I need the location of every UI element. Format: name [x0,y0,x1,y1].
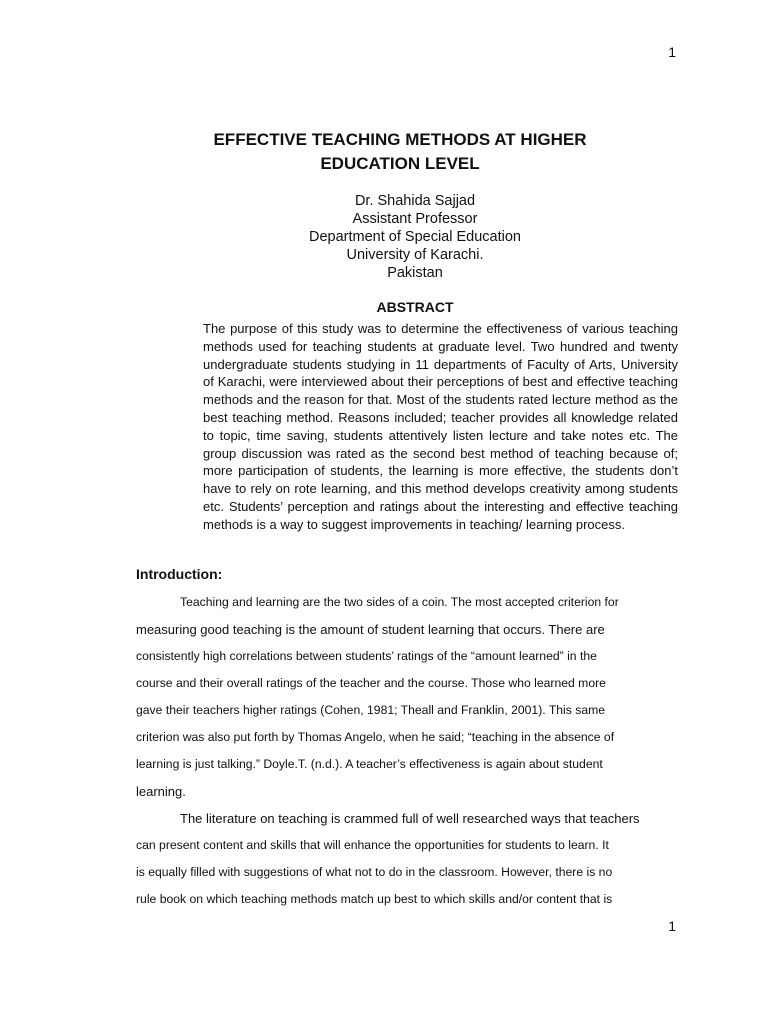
body-line: measuring good teaching is the amount of student learning that occurs. There are [136,622,605,637]
page-number-header: 1 [668,44,676,60]
body-line: The literature on teaching is crammed full of well researched ways that teachers [180,811,640,826]
body-line: consistently high correlations between students’ ratings of the “amount learned” in the [136,649,597,663]
author-name: Dr. Shahida Sajjad [354,193,476,209]
body-line: is equally filled with suggestions of what not to do in the classroom. However, there is no [136,865,613,879]
introduction-heading: Introduction: [136,566,223,582]
body-line: criterion was also put forth by Thomas Angelo, when he said; “teaching in the absence of [136,730,615,744]
author-department: Department of Special Education [309,229,521,245]
document-title [0,128,768,176]
body-line: learning is just talking.” Doyle.T. (n.d.). A teacher’s effectiveness is again about student [136,757,603,771]
body-line: rule book on which teaching methods match up best to which skills and/or content that is [136,892,613,906]
author-block [0,192,768,282]
author-position: Assistant Professor [352,211,478,227]
body-line: gave their teachers higher ratings (Cohen, 1981; Theall and Franklin, 2001). This same [136,703,606,717]
author-university: University of Karachi. [346,247,484,263]
abstract-text: The purpose of this study was to determine the effectiveness of various teaching methods used for teaching students at graduate level. Two hundred and twenty undergraduate students studying in 11 departments of Faculty of Arts, University of Karachi, were interviewed about their perceptions of best and effective teaching methods and the reason for that. Most of the students rated lecture method as the best teaching method. Reasons included; teacher provides all knowledge related to topic, time saving, students attentively listen lecture and take notes etc. The group discussion was rated as the second best method of teaching because of; more participation of students, the learning is more effective, the students don’t have to rely on rote learning, and this method develops creativity among students etc. Students’ perception and ratings about the interesting and effective teaching methods is a way to suggest improvements in teaching/ learning process. [203,321,678,532]
title-line-2: EDUCATION LEVEL [320,154,480,173]
body-line: can present content and skills that will enhance the opportunities for students to learn. It [136,838,609,852]
page-number-footer: 1 [668,918,676,934]
introduction-body [136,589,684,913]
body-line: learning. [136,784,186,799]
body-line: Teaching and learning are the two sides of a coin. The most accepted criterion for [180,595,619,609]
title-line-1: EFFECTIVE TEACHING METHODS AT HIGHER [213,130,587,149]
abstract-heading: ABSTRACT [376,299,454,315]
author-country: Pakistan [387,265,443,281]
body-line: course and their overall ratings of the teacher and the course. Those who learned more [136,676,606,690]
